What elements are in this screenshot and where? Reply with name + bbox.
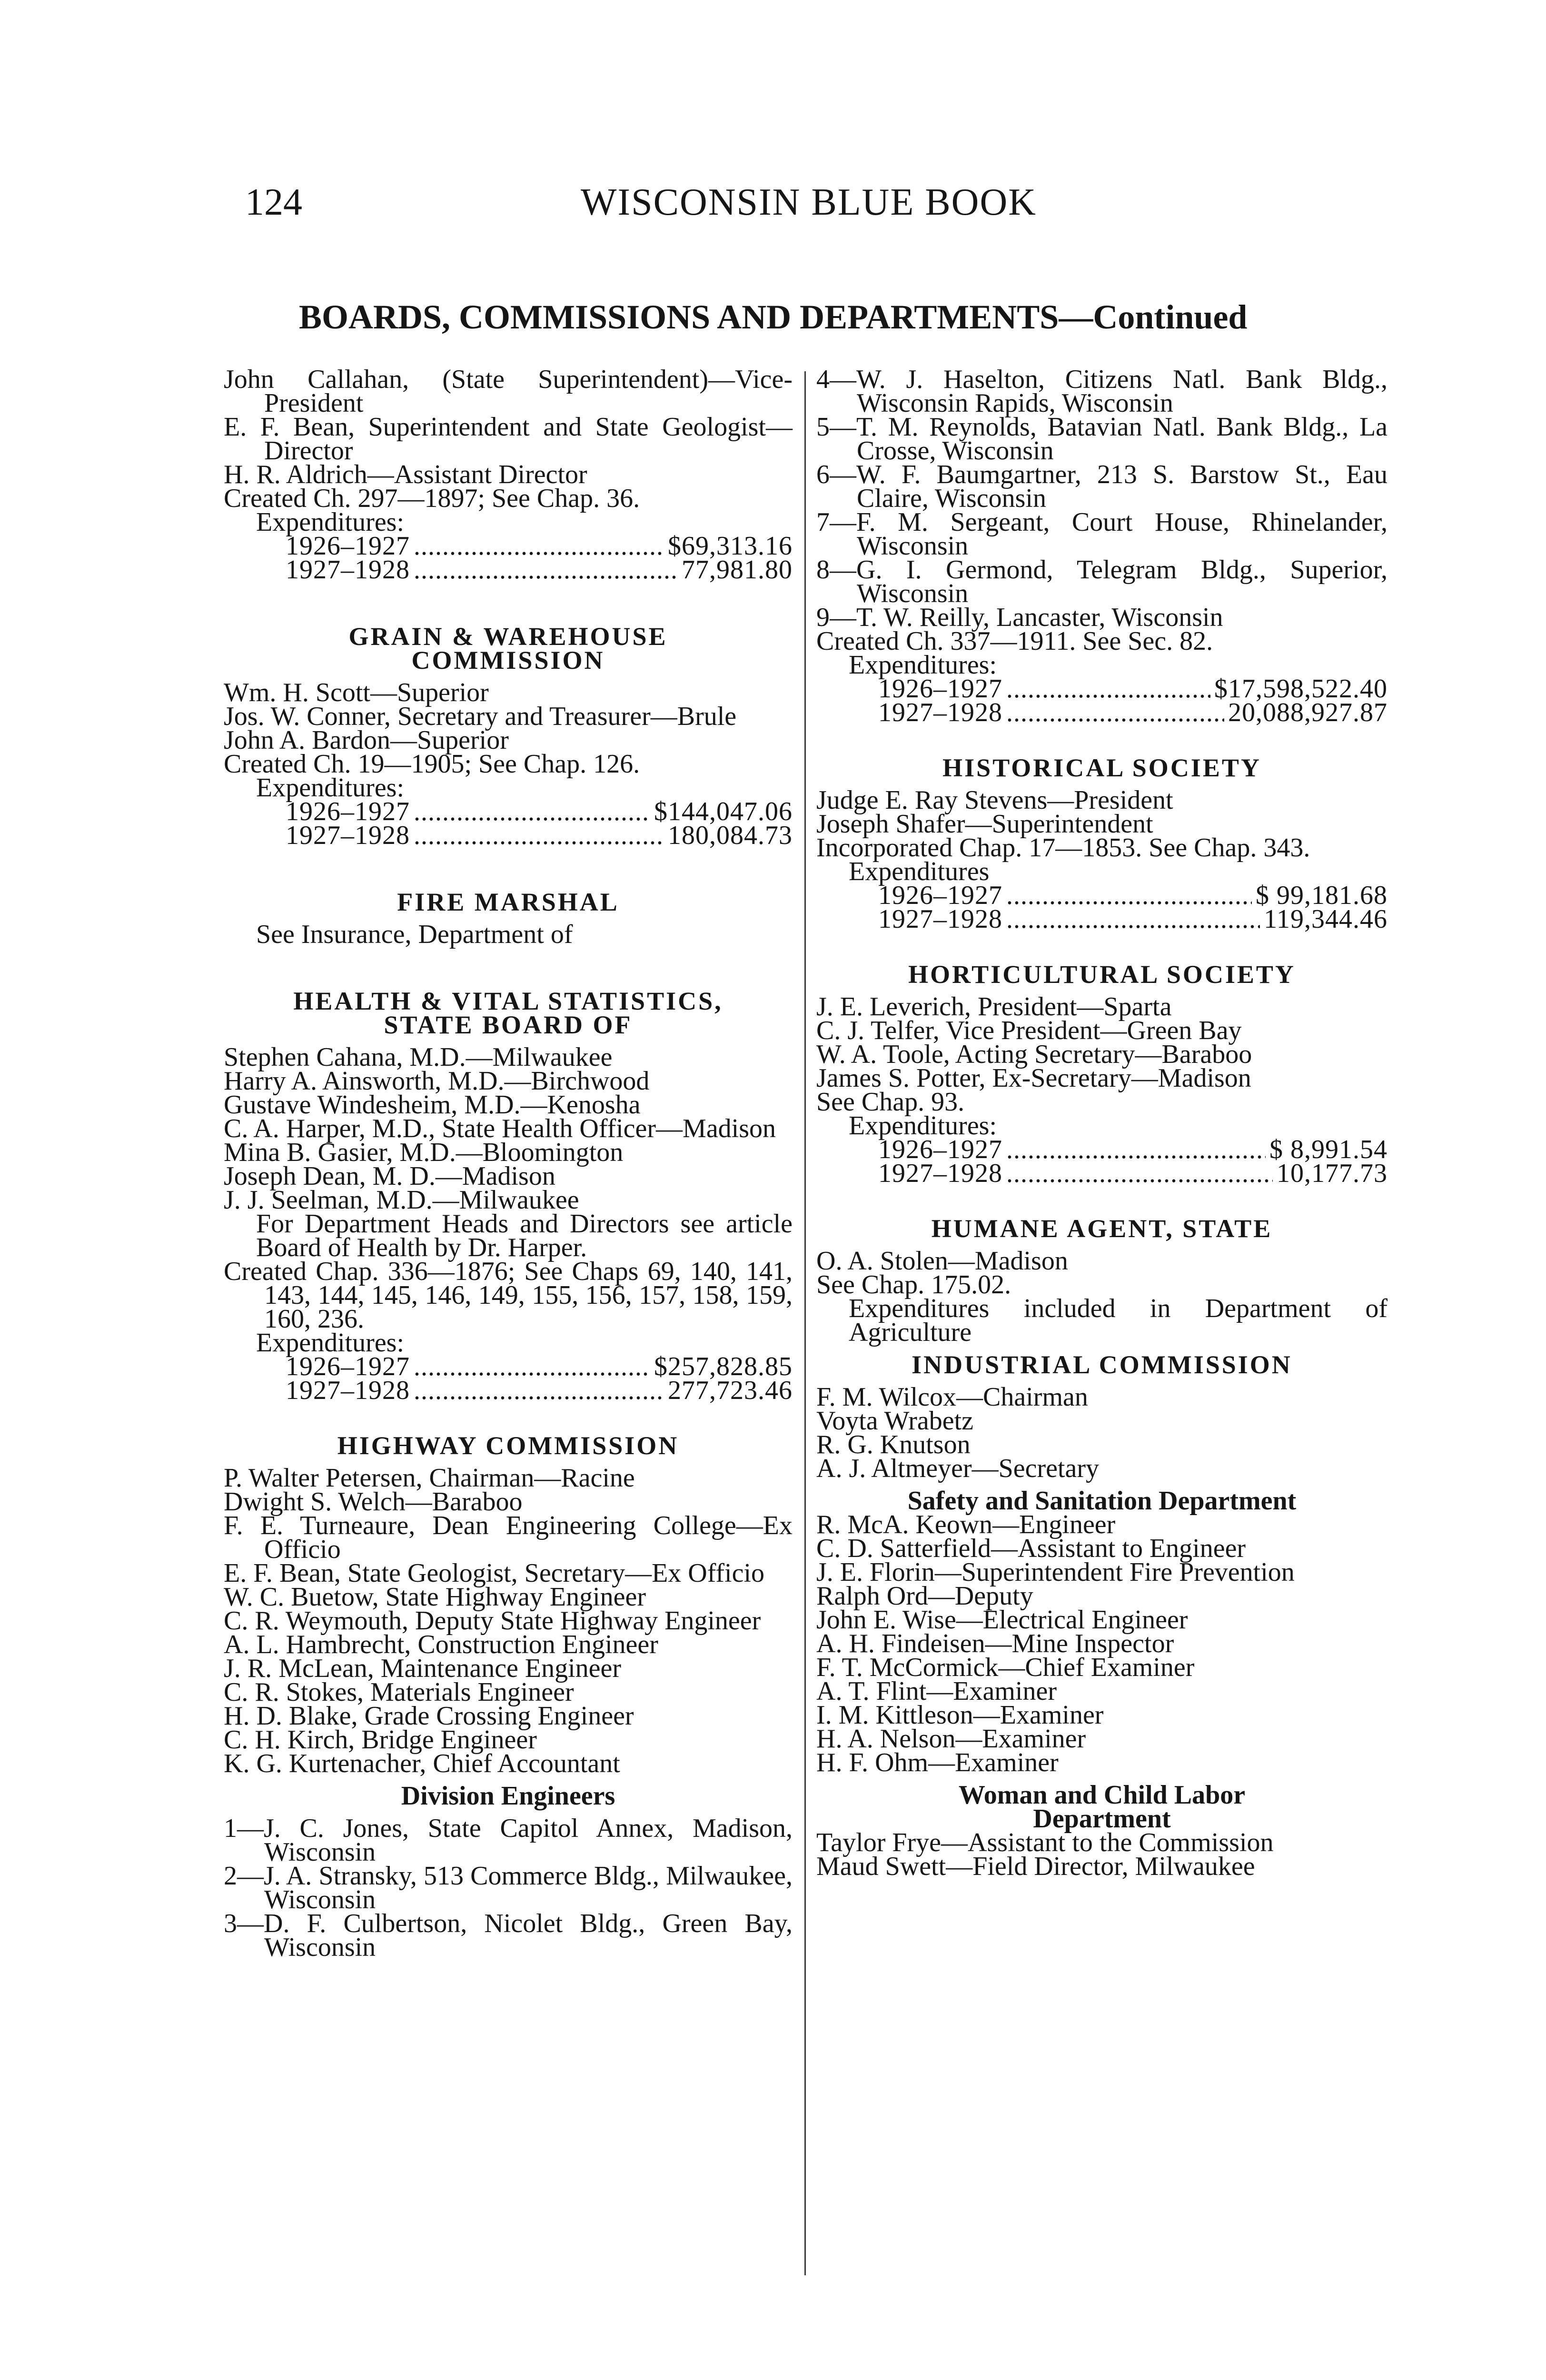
column-divider <box>804 371 806 2275</box>
expenditure-year: 1927–1928 <box>878 1159 1002 1188</box>
list-item: 5—T. M. Reynolds, Batavian Natl. Bank Bldg., La Crosse, Wisconsin <box>816 412 1387 466</box>
expenditure-amount: 119,344.46 <box>1264 904 1387 934</box>
expenditure-amount: 180,084.73 <box>668 821 793 850</box>
list-item: Gustave Windesheim, M.D.—Kenosha <box>224 1090 641 1120</box>
health-created: Created Chap. 336—1876; See Chaps 69, 140, 141, 143, 144, 145, 146, 149, 155, 156, 157, 158, 159, 160, 236. <box>224 1257 793 1334</box>
list-item: E. F. Bean, Superintendent and State Geologist—Director <box>224 412 793 466</box>
expenditure-year: 1926–1927 <box>878 674 1002 704</box>
expenditures-label: Expenditures <box>849 857 990 886</box>
list-item: Voyta Wrabetz <box>816 1406 974 1436</box>
humane-heading: HUMANE AGENT, STATE <box>931 1214 1273 1243</box>
list-item: Wm. H. Scott—Superior <box>224 678 489 707</box>
section-title-text: BOARDS, COMMISSIONS AND DEPARTMENTS—Continued <box>299 298 1248 336</box>
list-item: John A. Bardon—Superior <box>224 725 509 755</box>
expenditure-amount: $ 99,181.68 <box>1256 881 1387 910</box>
expenditure-year: 1926–1927 <box>878 1135 1002 1164</box>
list-item: W. A. Toole, Acting Secretary—Baraboo <box>816 1040 1252 1069</box>
list-item: F. E. Turneaure, Dean Engineering College—Ex Officio <box>224 1511 793 1564</box>
expenditure-amount: $69,313.16 <box>668 531 793 561</box>
list-item: F. T. McCormick—Chief Examiner <box>816 1653 1195 1682</box>
page-number: 124 <box>245 181 302 223</box>
list-item: Stephen Cahana, M.D.—Milwaukee <box>224 1042 613 1072</box>
expenditure-row <box>816 904 1387 934</box>
expenditure-year: 1927–1928 <box>286 555 410 585</box>
list-item: I. M. Kittleson—Examiner <box>816 1700 1104 1730</box>
list-item: J. E. Leverich, President—Sparta <box>816 992 1172 1021</box>
list-item: Maud Swett—Field Director, Milwaukee <box>816 1852 1255 1881</box>
list-item: Created Ch. 297—1897; See Chap. 36. <box>224 484 640 513</box>
list-item: R. G. Knutson <box>816 1430 971 1459</box>
expenditure-row <box>224 555 793 585</box>
list-item: Ralph Ord—Deputy <box>816 1581 1033 1611</box>
expenditure-row <box>816 674 1387 704</box>
expenditures-label: Expenditures: <box>256 773 405 803</box>
list-item: 2—J. A. Stransky, 513 Commerce Bldg., Milwaukee, Wisconsin <box>224 1861 793 1914</box>
expenditure-amount: $ 8,991.54 <box>1269 1135 1387 1164</box>
expenditure-row <box>224 821 793 850</box>
expenditure-amount: $144,047.06 <box>654 797 793 826</box>
left-column <box>224 365 793 1962</box>
fire-marshal-heading: FIRE MARSHAL <box>397 888 619 916</box>
list-item: E. F. Bean, State Geologist, Secretary—Ex Officio <box>224 1558 764 1588</box>
health-note: For Department Heads and Directors see article Board of Health by Dr. Harper. <box>256 1209 793 1262</box>
safety-heading: Safety and Sanitation Department <box>907 1486 1297 1516</box>
woman-child-heading-1: Woman and Child Labor <box>958 1780 1246 1810</box>
horticultural-heading: HORTICULTURAL SOCIETY <box>908 960 1296 989</box>
list-item: 8—G. I. Germond, Telegram Bldg., Superior, Wisconsin <box>816 555 1387 608</box>
expenditure-row <box>224 1352 793 1381</box>
list-item: Harry A. Ainsworth, M.D.—Birchwood <box>224 1066 650 1096</box>
list-item: Jos. W. Conner, Secretary and Treasurer—Brule <box>224 702 737 731</box>
list-item: H. F. Ohm—Examiner <box>816 1748 1059 1777</box>
list-item: Judge E. Ray Stevens—President <box>816 785 1173 815</box>
highway-heading: HIGHWAY COMMISSION <box>337 1431 679 1460</box>
list-item: 6—W. F. Baumgartner, 213 S. Barstow St., Eau Claire, Wisconsin <box>816 460 1387 513</box>
list-item: 4—W. J. Haselton, Citizens Natl. Bank Bldg., Wisconsin Rapids, Wisconsin <box>816 365 1387 418</box>
expenditures-label: Expenditures: <box>849 1111 997 1140</box>
expenditures-label: Expenditures: <box>256 507 405 537</box>
list-item: See Chap. 175.02. <box>816 1270 1011 1299</box>
expenditure-amount: 10,177.73 <box>1277 1159 1387 1188</box>
expenditure-year: 1927–1928 <box>878 698 1002 727</box>
humane-note: Expenditures included in Department of Agriculture <box>849 1294 1387 1347</box>
expenditure-row <box>816 698 1387 727</box>
list-item: C. D. Satterfield—Assistant to Engineer <box>816 1534 1246 1563</box>
woman-child-heading-2: Department <box>1033 1804 1171 1834</box>
list-item: 7—F. M. Sergeant, Court House, Rhinelander, Wisconsin <box>816 507 1387 561</box>
list-item: O. A. Stolen—Madison <box>816 1246 1068 1276</box>
list-item: A. T. Flint—Examiner <box>816 1676 1057 1706</box>
list-item: R. McA. Keown—Engineer <box>816 1510 1116 1539</box>
expenditure-year: 1926–1927 <box>286 531 410 561</box>
expenditure-amount: 77,981.80 <box>682 555 793 585</box>
expenditure-amount: $257,828.85 <box>654 1352 793 1381</box>
list-item: J. J. Seelman, M.D.—Milwaukee <box>224 1185 579 1215</box>
list-item: P. Walter Petersen, Chairman—Racine <box>224 1463 635 1493</box>
expenditures-label: Expenditures: <box>256 1328 405 1358</box>
list-item: C. J. Telfer, Vice President—Green Bay <box>816 1016 1242 1045</box>
list-item: C. A. Harper, M.D., State Health Officer—Madison <box>224 1114 776 1143</box>
expenditure-year: 1926–1927 <box>878 881 1002 910</box>
list-item: C. R. Weymouth, Deputy State Highway Engineer <box>224 1606 761 1636</box>
expenditure-row <box>224 797 793 826</box>
division-engineers-heading: Division Engineers <box>401 1781 615 1811</box>
list-item: Incorporated Chap. 17—1853. See Chap. 343. <box>816 833 1310 863</box>
list-item: A. L. Hambrecht, Construction Engineer <box>224 1630 658 1659</box>
list-item: Joseph Shafer—Superintendent <box>816 809 1153 839</box>
list-item: 9—T. W. Reilly, Lancaster, Wisconsin <box>816 603 1223 632</box>
expenditures-label: Expenditures: <box>849 650 997 680</box>
expenditure-row <box>816 1135 1387 1164</box>
expenditure-year: 1926–1927 <box>286 797 410 826</box>
list-item: H. D. Blake, Grade Crossing Engineer <box>224 1701 634 1731</box>
historical-heading: HISTORICAL SOCIETY <box>942 754 1261 782</box>
list-item: J. R. McLean, Maintenance Engineer <box>224 1654 622 1683</box>
list-item: John Callahan, (State Superintendent)—Vice-President <box>224 365 793 418</box>
list-item: K. G. Kurtenacher, Chief Accountant <box>224 1749 620 1778</box>
list-item: James S. Potter, Ex-Secretary—Madison <box>816 1063 1251 1093</box>
list-item: Taylor Frye—Assistant to the Commission <box>816 1828 1274 1857</box>
list-item: See Chap. 93. <box>816 1087 965 1117</box>
list-item: W. C. Buetow, State Highway Engineer <box>224 1582 646 1612</box>
list-item: A. H. Findeisen—Mine Inspector <box>816 1629 1174 1658</box>
running-title: WISCONSIN BLUE BOOK <box>581 181 1037 223</box>
list-item: 3—D. F. Culbertson, Nicolet Bldg., Green Bay, Wisconsin <box>224 1909 793 1962</box>
list-item: A. J. Altmeyer—Secretary <box>816 1454 1100 1483</box>
expenditure-year: 1926–1927 <box>286 1352 410 1381</box>
highway-created: Created Ch. 337—1911. See Sec. 82. <box>816 626 1213 656</box>
fire-marshal-text: See Insurance, Department of <box>256 920 573 949</box>
list-item: Dwight S. Welch—Baraboo <box>224 1487 523 1517</box>
list-item: H. A. Nelson—Examiner <box>816 1724 1086 1754</box>
expenditure-row <box>224 531 793 561</box>
list-item: 1—J. C. Jones, State Capitol Annex, Madison, Wisconsin <box>224 1814 793 1867</box>
expenditure-amount: 20,088,927.87 <box>1228 698 1387 727</box>
health-heading-1: HEALTH & VITAL STATISTICS, <box>293 987 723 1015</box>
right-column <box>816 365 1387 1881</box>
list-item: J. E. Florin—Superintendent Fire Prevention <box>816 1557 1295 1587</box>
list-item: Mina B. Gasier, M.D.—Bloomington <box>224 1138 624 1167</box>
expenditure-year: 1927–1928 <box>286 1376 410 1405</box>
expenditure-row <box>816 1159 1387 1188</box>
list-item: C. R. Stokes, Materials Engineer <box>224 1677 574 1707</box>
expenditure-year: 1927–1928 <box>878 904 1002 934</box>
expenditure-amount: $17,598,522.40 <box>1214 674 1387 704</box>
expenditure-row <box>816 881 1387 910</box>
grain-heading-2: COMMISSION <box>411 646 605 674</box>
expenditure-year: 1927–1928 <box>286 821 410 850</box>
grain-heading-1: GRAIN & WAREHOUSE <box>348 622 668 651</box>
list-item: H. R. Aldrich—Assistant Director <box>224 460 587 489</box>
list-item: Joseph Dean, M. D.—Madison <box>224 1161 555 1191</box>
list-item: Created Ch. 19—1905; See Chap. 126. <box>224 749 640 779</box>
list-item: F. M. Wilcox—Chairman <box>816 1382 1088 1412</box>
industrial-heading: INDUSTRIAL COMMISSION <box>912 1350 1292 1379</box>
list-item: John E. Wise—Electrical Engineer <box>816 1605 1188 1635</box>
expenditure-amount: 277,723.46 <box>668 1376 793 1405</box>
health-heading-2: STATE BOARD OF <box>384 1011 633 1039</box>
list-item: C. H. Kirch, Bridge Engineer <box>224 1725 537 1755</box>
expenditure-row <box>224 1376 793 1405</box>
